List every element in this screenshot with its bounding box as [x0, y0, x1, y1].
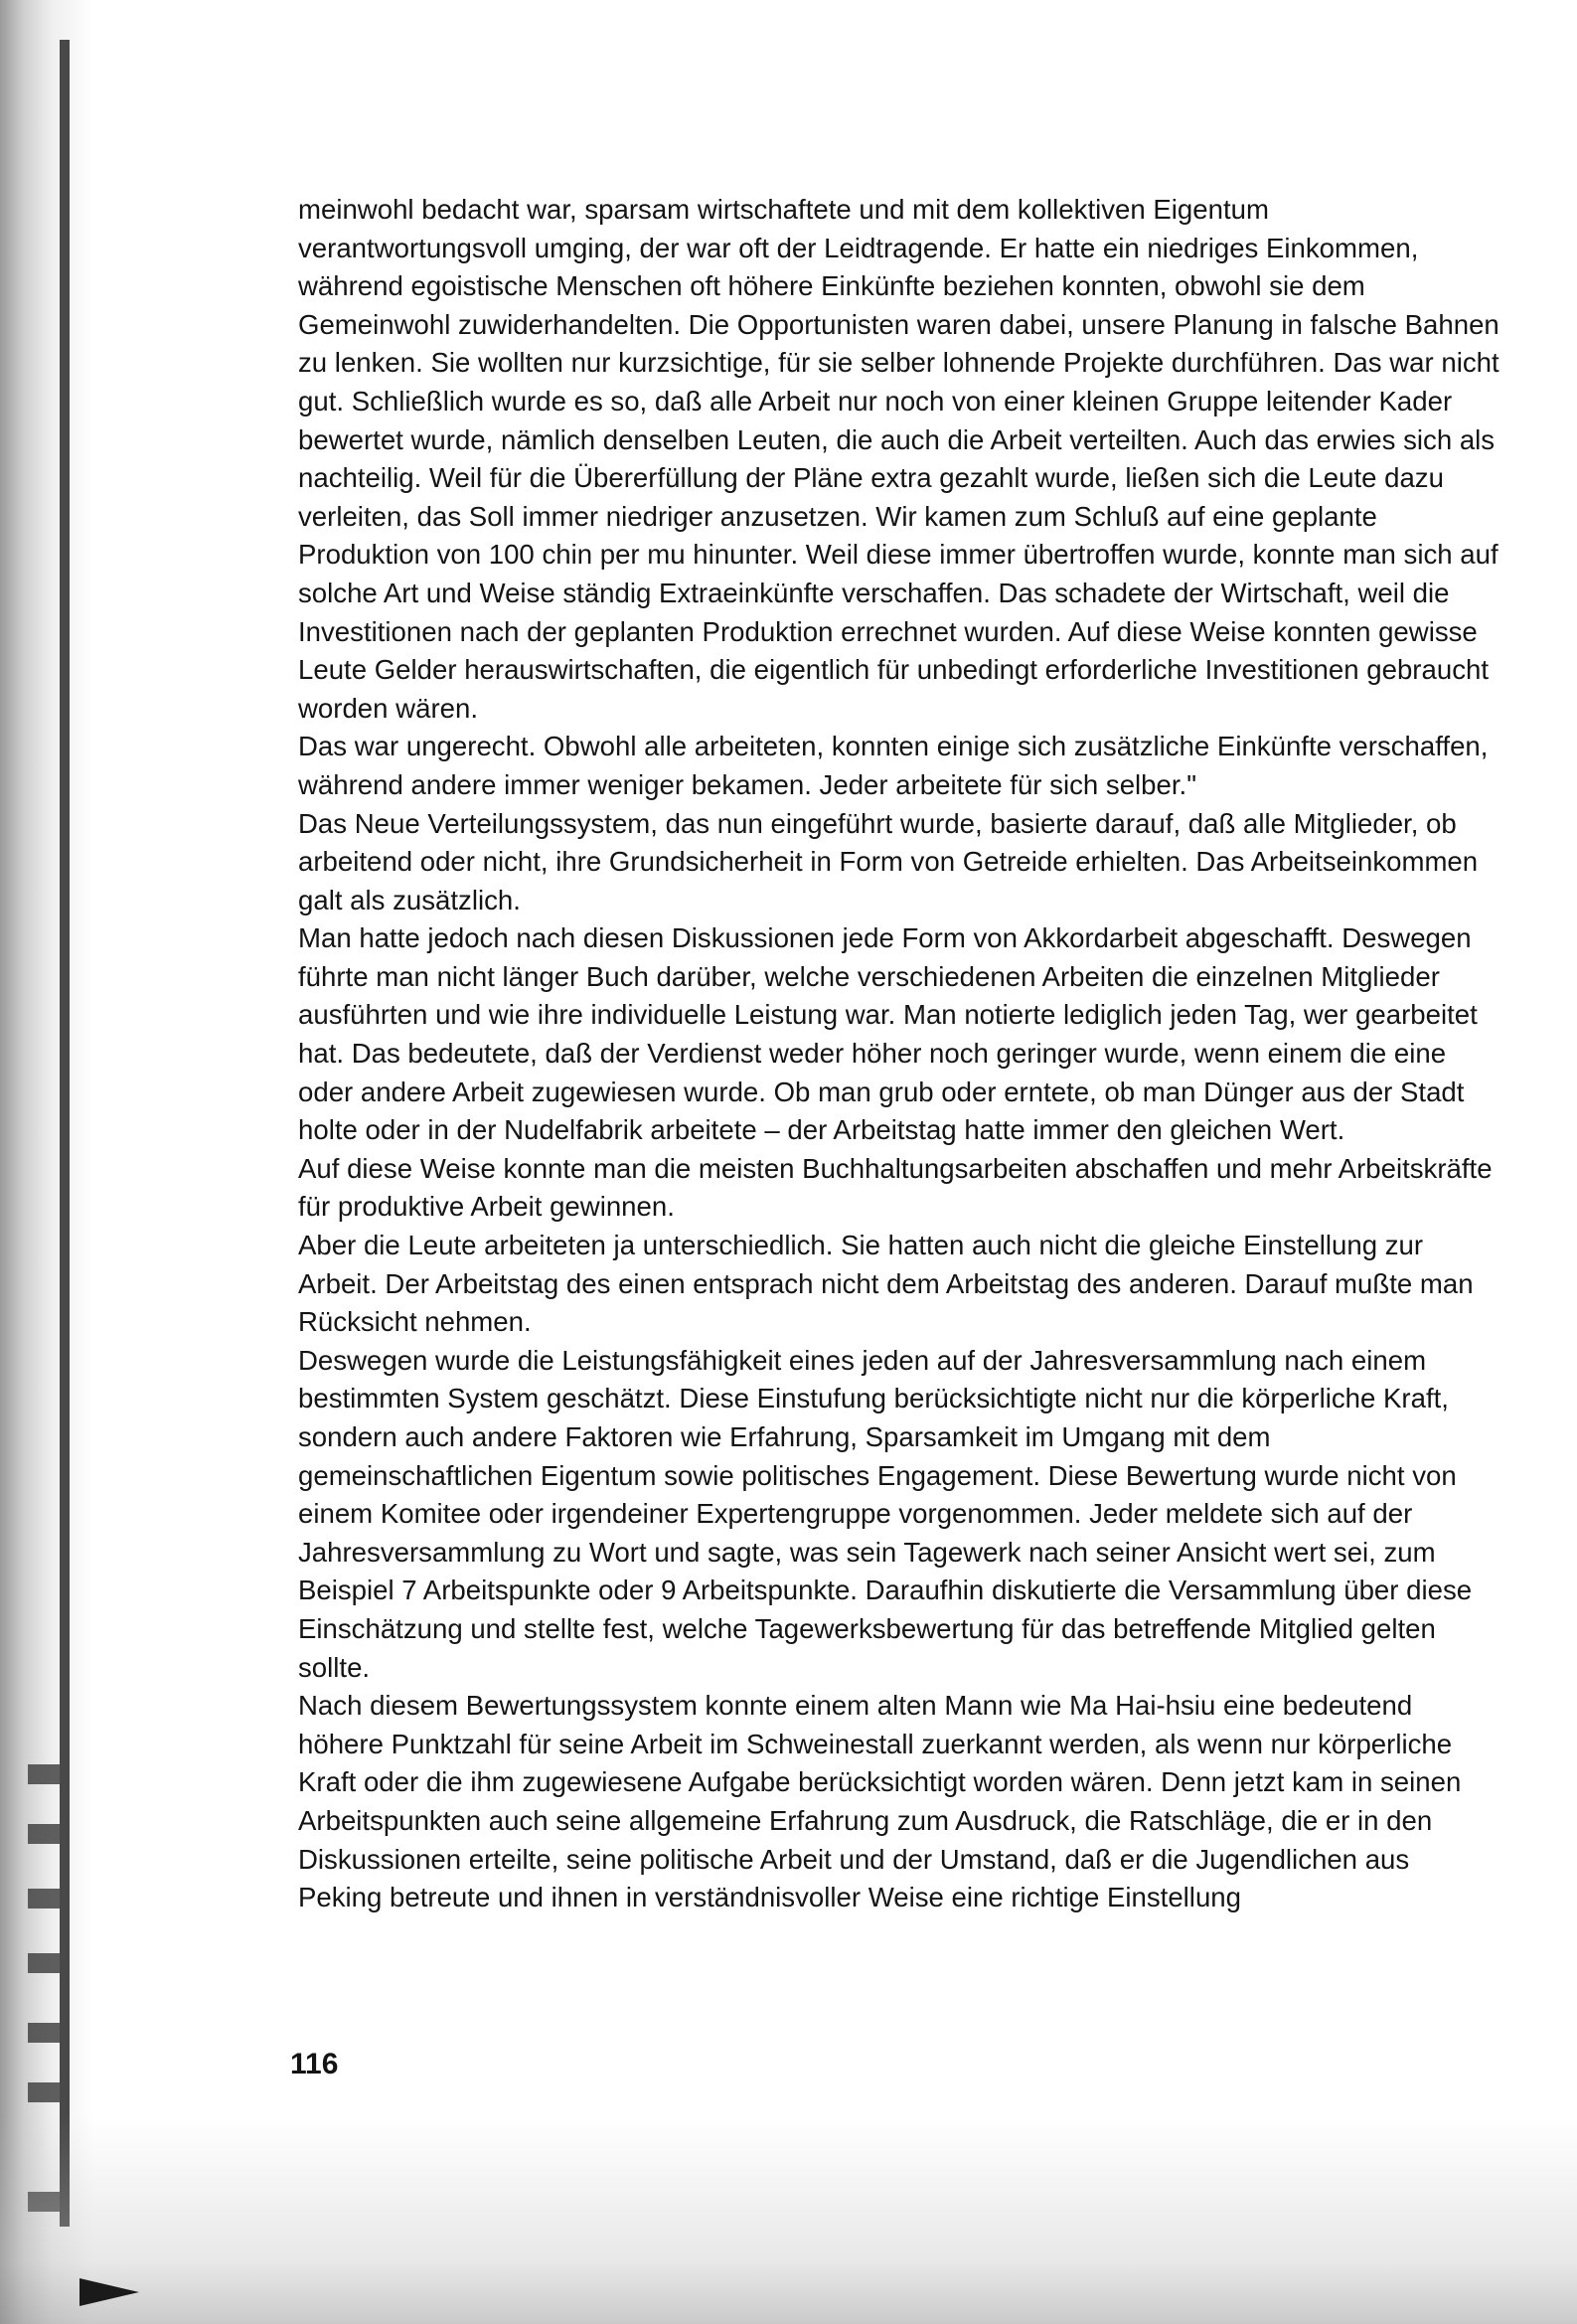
binding-mark [28, 1889, 60, 1909]
binding-mark [28, 1953, 60, 1973]
paragraph: Nach diesem Bewertungssystem konnte einem alten Mann wie Ma Hai-hsiu eine bedeutend höhere Punktzahl für seine Arbeit im Schweinestall zuerkannt werden, als wenn nur körperliche Kraft oder die ihm zugewiesene Aufgabe berücksichtigt worden wären. Denn jetzt kam in seinen Arbeitspunkten auch seine allgemeine Erfahrung zum Ausdruck, die Ratschläge, die er in den Diskussionen erteilte, seine politische Arbeit und der Umstand, daß er die Jugendlichen aus Peking betreute und ihnen in verständnisvoller Weise eine richtige Einstellung [298, 1690, 1462, 1913]
body-text [298, 191, 1500, 1917]
paragraph: Auf diese Weise konnte man die meisten Buchhaltungsarbeiten abschaffen und mehr Arbeitskräfte für produktive Arbeit gewinnen. [298, 1152, 1493, 1223]
binding-mark [28, 1824, 60, 1844]
paragraph: Deswegen wurde die Leistungsfähigkeit eines jeden auf der Jahresversammlung nach einem bestimmten System geschätzt. Diese Einstufung berücksichtigte nicht nur die körperliche Kraft, sondern auch andere Faktoren wie Erfahrung, Sparsamkeit im Umgang mit dem gemeinschaftlichen Eigentum sowie politisches Engagement. Diese Bewertung wurde nicht von einem Komitee oder irgendeiner Expertengruppe vorgenommen. Jeder meldete sich auf der Jahresversammlung zu Wort und sagte, was sein Tagewerk nach seiner Ansicht wert sei, zum Beispiel 7 Arbeitspunkte oder 9 Arbeitspunkte. Daraufhin diskutierte die Versammlung über diese Einschätzung und stellte fest, welche Tagewerksbewertung für das betreffende Mitglied gelten sollte. [298, 1344, 1473, 1683]
binding-mark [28, 2082, 60, 2102]
page-number: 116 [290, 2048, 339, 2080]
scan-noise-bottom [0, 2115, 1577, 2324]
paragraph: meinwohl bedacht war, sparsam wirtschaftete und mit dem kollektiven Eigentum verantwortungsvoll umging, der war oft der Leidtragende. Er hatte ein niedriges Einkommen, während egoistische Menschen oft höhere Einkünfte beziehen konnten, obwohl sie dem Gemeinwohl zuwiderhandelten. Die Opportunisten waren dabei, unsere Planung in falsche Bahnen zu lenken. Sie wollten nur kurzsichtige, für sie selber lohnende Projekte durchführen. Das war nicht gut. Schließlich wurde es so, daß alle Arbeit nur noch von einer kleinen Gruppe leitender Kader bewertet wurde, nämlich denselben Leuten, die auch die Arbeit verteilten. Auch das erwies sich als nachteilig. Weil für die Übererfüllung der Pläne extra gezahlt wurde, ließen sich die Leute dazu verleiten, das Soll immer niedriger anzusetzen. Wir kamen zum Schluß auf eine geplante Produktion von 100 chin per mu hinunter. Weil diese immer übertroffen wurde, konnte man sich auf solche Art und Weise ständig Extraeinkünfte verschaffen. Das schadete der Wirtschaft, weil die Investitionen nach der geplanten Produktion errechnet wurden. Auf diese Weise konnten gewisse Leute Gelder herauswirtschaften, die eigentlich für unbedingt erforderliche Investitionen gebraucht worden wären. [298, 194, 1499, 724]
binding-mark [28, 1764, 60, 1784]
paragraph: Aber die Leute arbeiteten ja unterschiedlich. Sie hatten auch nicht die gleiche Einstellung zur Arbeit. Der Arbeitstag des einen entsprach nicht dem Arbeitstag des anderen. Darauf mußte man Rücksicht nehmen. [298, 1230, 1474, 1338]
paragraph: Das Neue Verteilungssystem, das nun eingeführt wurde, basierte darauf, daß alle Mitglieder, ob arbeitend oder nicht, ihre Grundsicherheit in Form von Getreide erhielten. Das Arbeitseinkommen galt als zusätzlich. [298, 807, 1479, 915]
paragraph: Man hatte jedoch nach diesen Diskussionen jede Form von Akkordarbeit abgeschafft. Deswegen führte man nicht länger Buch darüber, welche verschiedenen Arbeiten die einzelnen Mitglieder ausführten und wie ihre individuelle Leistung war. Man notierte lediglich jeden Tag, wer gearbeitet hat. Das bedeutete, daß der Verdienst weder höher noch geringer wurde, wenn einem die eine oder andere Arbeit zugewiesen wurde. Ob man grub oder erntete, ob man Dünger aus der Stadt holte oder in der Nudelfabrik arbeitete – der Arbeitstag hatte immer den gleichen Wert. [298, 922, 1478, 1146]
arrow-icon [79, 2278, 139, 2306]
scan-shadow-edge [0, 0, 94, 2324]
paragraph: Das war ungerecht. Obwohl alle arbeiteten, konnten einige sich zusätzliche Einkünfte verschaffen, während andere immer weniger bekamen. Jeder arbeitete für sich selber." [298, 731, 1489, 800]
binding-mark [28, 2023, 60, 2043]
binding-edge [60, 40, 70, 2227]
